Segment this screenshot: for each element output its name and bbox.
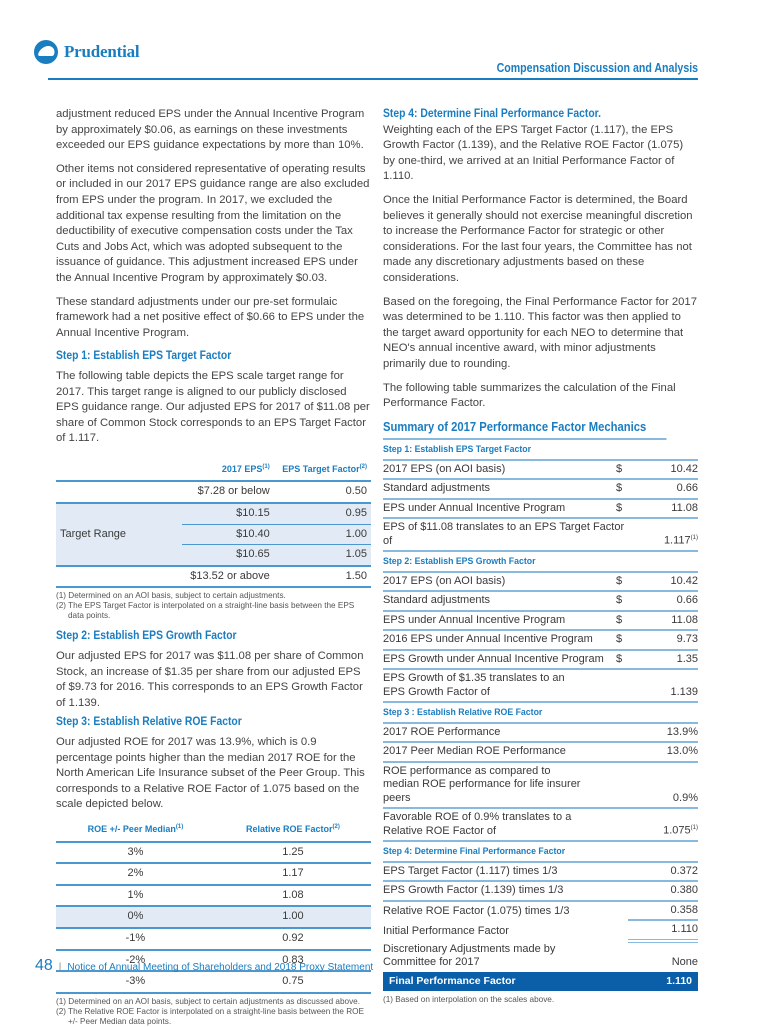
table-section-header <box>383 841 698 862</box>
table-row <box>56 863 371 885</box>
table-cell: Step 4: Determine Final Performance Factor <box>383 841 698 862</box>
table-cell: -3% <box>56 971 215 993</box>
table-cell: 10.42 <box>628 460 698 480</box>
step4-heading: Step 4: Determine Final Performance Factor. <box>383 108 601 120</box>
table-cell: 9.73 <box>628 630 698 650</box>
table-row <box>383 611 698 631</box>
footnote: (2) The EPS Target Factor is interpolated on a straight-line basis between the EPS data points. <box>56 601 355 621</box>
footnote: (1) Determined on an AOI basis, subject to certain adjustments. <box>56 591 286 601</box>
table-row <box>383 808 698 841</box>
paragraph: Weighting each of the EPS Target Factor (1.117), the EPS Growth Factor (1.139), and the Relative ROE Factor (1.075) by one-third, we arrived at an Initial Performance Factor of 1.110. <box>383 123 684 183</box>
col-header-roe: ROE +/- Peer Median$^{(1)}$ <box>87 823 184 834</box>
table-cell: EPS Growth Factor (1.139) times 1/3 <box>383 881 628 901</box>
table-section-header <box>383 702 698 723</box>
table-row <box>383 762 698 809</box>
target-range-label: Target Range <box>56 503 182 566</box>
paragraph: The following table summarizes the calculation of the Final Performance Factor. <box>383 381 676 410</box>
table-cell: 0.358 <box>628 901 698 921</box>
table-row <box>383 901 698 921</box>
table-cell: 0.83 <box>215 950 371 972</box>
paragraph: Our adjusted ROE for 2017 was 13.9%, which is 0.9 percentage points higher than the median 2017 ROE for the North American Life Insurance subset of the Peer Group. This corresponds to a Relative ROE Factor of 1.075 based on the scale depicted below. <box>56 736 365 811</box>
paragraph: The following table depicts the EPS scale target range for 2017. This target range is aligned to our publicly disclosed EPS guidance range. Our adjusted EPS for 2017 of $11.08 per share of Common Stock corresponds to an EPS Target Factor of 1.117. <box>56 369 370 445</box>
table-cell: 11.08 <box>628 499 698 519</box>
table-row <box>383 630 698 650</box>
table-cell: 10.42 <box>628 572 698 592</box>
table-section-header <box>383 551 698 572</box>
table-cell: $ <box>616 650 628 670</box>
table-cell: $10.65 <box>182 545 274 566</box>
table-cell: 1.08 <box>215 885 371 907</box>
table-cell: 1.05 <box>274 545 371 566</box>
table-cell: $ <box>616 460 628 480</box>
table-cell: $7.28 or below <box>197 485 270 498</box>
table-cell: 0.9% <box>628 762 698 809</box>
table-cell: 2% <box>56 863 215 885</box>
table-cell: $ <box>616 499 628 519</box>
final-performance-factor-row <box>383 972 698 992</box>
col-header-factor: EPS Target Factor$^{(2)}$ <box>282 463 367 474</box>
logo-text: Prudential <box>64 42 140 61</box>
table-row <box>383 941 698 972</box>
paragraph: Our adjusted EPS for 2017 was $11.08 per share of Common Stock, an increase of $1.35 per share from our adjusted EPS of $9.73 for 2016. This corresponds to an EPS Growth Factor of 1.139. <box>56 650 364 709</box>
table-cell: 1.139 <box>628 669 698 702</box>
table-cell: 13.0% <box>628 742 698 762</box>
table-cell: EPS under Annual Incentive Program <box>383 499 616 519</box>
table-row <box>383 650 698 670</box>
right-column <box>383 107 698 1005</box>
left-column <box>56 107 374 1027</box>
table-cell: $ <box>616 611 628 631</box>
table-cell: Final Performance Factor <box>383 972 628 992</box>
table-row <box>383 920 698 941</box>
table-cell: 1.50 <box>345 569 367 582</box>
paragraph: Once the Initial Performance Factor is determined, the Board believes it generally should not exercise meaningful discretion to increase the Performance Factor for strategic or other considerations. For the last four years, the Committee has not made any discretionary adjustments based on these considerations. <box>383 193 693 284</box>
table-cell: 1.00 <box>274 524 371 545</box>
table-cell: 2016 EPS under Annual Incentive Program <box>383 630 616 650</box>
table-cell: Step 1: Establish EPS Target Factor <box>383 440 698 460</box>
table-row <box>383 518 698 551</box>
table-cell: -2% <box>56 950 215 972</box>
table-cell: 2017 ROE Performance <box>383 723 628 743</box>
table-cell: 1% <box>56 885 215 907</box>
table-cell: 0.66 <box>628 479 698 499</box>
table-cell: Standard adjustments <box>383 591 616 611</box>
table-cell: 0.75 <box>215 971 371 993</box>
table-cell: $10.15 <box>182 503 274 524</box>
page-header <box>0 0 768 80</box>
rock-logo-icon <box>34 40 58 64</box>
table-cell: 0.372 <box>628 862 698 882</box>
page-footer <box>35 957 373 975</box>
table-cell: 13.9% <box>628 723 698 743</box>
table-cell <box>56 457 182 482</box>
table-cell: 0% <box>56 906 215 928</box>
table-cell: $ <box>616 591 628 611</box>
table-cell: Discretionary Adjustments made by Committee for 2017 <box>383 942 556 969</box>
paragraph: Based on the foregoing, the Final Performance Factor for 2017 was determined to be 1.110. This factor was then applied to the target award opportunity for each NEO to determine that NEO's annual incentive award, with minor adjustments primarily due to rounding. <box>383 295 697 370</box>
table-cell: EPS Target Factor (1.117) times 1/3 <box>383 862 628 882</box>
table-cell: Step 3 : Establish Relative ROE Factor <box>383 702 698 723</box>
table-cell: $13.52 or above <box>190 569 270 582</box>
table-cell: 3% <box>56 842 215 864</box>
table-cell: EPS Growth under Annual Incentive Program <box>383 650 616 670</box>
table-row <box>383 723 698 743</box>
table-row <box>56 842 371 864</box>
table-cell: Favorable ROE of 0.9% translates to a Relative ROE Factor of <box>383 808 628 841</box>
table-cell: Step 2: Establish EPS Growth Factor <box>383 551 698 572</box>
table-cell: $10.40 <box>182 524 274 545</box>
table-row <box>56 457 371 482</box>
table-row <box>383 862 698 882</box>
table-row <box>56 503 371 524</box>
table-cell <box>56 566 182 588</box>
step2-heading: Step 2: Establish EPS Growth Factor <box>56 630 237 643</box>
table-cell: 1.075$^{(1)}$ <box>628 808 698 841</box>
table-cell: 1.00 <box>215 906 371 928</box>
table-cell: EPS Growth of $1.35 translates to an EPS Growth Factor of <box>383 669 628 702</box>
table-row <box>383 572 698 592</box>
paragraph: adjustment reduced EPS under the Annual Incentive Program by approximately $0.06, as earnings on these investments exceeded our EPS guidance expectations by more than 10%. <box>56 108 365 152</box>
header-divider <box>48 78 698 80</box>
table-cell: 1.17 <box>215 863 371 885</box>
table-row <box>56 906 371 928</box>
step3-heading: Step 3: Establish Relative ROE Factor <box>56 716 242 729</box>
table-cell: 1.110 <box>628 920 698 941</box>
footnote: (1) Determined on an AOI basis, subject to certain adjustments as discussed above. <box>56 996 361 1006</box>
table-cell: 2017 Peer Median ROE Performance <box>383 742 628 762</box>
table-cell: 0.380 <box>628 881 698 901</box>
table-row <box>383 479 698 499</box>
footnote: (2) The Relative ROE Factor is interpolated on a straight-line basis between the ROE +/- Peer Median data points. <box>56 1006 364 1026</box>
table-row <box>56 928 371 950</box>
section-title: Compensation Discussion and Analysis <box>496 61 698 75</box>
table-cell: 11.08 <box>628 611 698 631</box>
table-row <box>383 591 698 611</box>
table-cell: EPS under Annual Incentive Program <box>383 611 616 631</box>
table-cell: EPS of $11.08 translates to an EPS Target Factor of <box>383 518 628 551</box>
footer-text: Notice of Annual Meeting of Shareholders and 2018 Proxy Statement <box>67 962 374 973</box>
footnote: (1) Based on interpolation on the scales above. <box>383 995 555 1005</box>
page-number: 48 <box>35 957 53 974</box>
table-cell: None <box>671 956 698 969</box>
performance-factor-summary-table <box>383 440 698 991</box>
footer-separator: | <box>58 962 62 973</box>
step1-heading: Step 1: Establish EPS Target Factor <box>56 350 232 363</box>
col-header-roe-factor: Relative ROE Factor$^{(2)}$ <box>245 823 340 834</box>
table-cell: 1.117$^{(1)}$ <box>628 518 698 551</box>
table-cell: 1.25 <box>215 842 371 864</box>
table-row <box>383 742 698 762</box>
prudential-logo <box>34 40 139 64</box>
table-row <box>56 566 371 588</box>
paragraph: Other items not considered representative of operating results or included in our 2017 EPS guidance range are also excluded from EPS under the program. In 2017, we excluded the additional tax expense resulting from the limitation on the deductibility of executive compensation costs under the Tax Cuts and Jobs Act, which was adopted subsequent to the issuance of guidance. This adjustment increased EPS under the Annual Incentive Program by approximately $0.03. <box>56 162 370 284</box>
table-cell: -1% <box>56 928 215 950</box>
table-row <box>56 481 371 503</box>
table-cell: ROE performance as compared to median ROE performance for life insurer peers <box>383 762 628 809</box>
eps-target-table <box>56 457 371 589</box>
table-row <box>383 669 698 702</box>
table-cell: 0.66 <box>628 591 698 611</box>
table-cell <box>56 481 182 503</box>
table-cell: $ <box>616 479 628 499</box>
table-cell: 1.110 <box>628 972 698 992</box>
table-cell: 0.50 <box>345 485 367 498</box>
table-cell: Initial Performance Factor <box>383 925 509 938</box>
table-cell: Standard adjustments <box>383 479 616 499</box>
col-header-eps: 2017 EPS$^{(1)}$ <box>221 463 270 474</box>
paragraph: These standard adjustments under our pre-set formulaic framework had a net positive effect of $0.66 to EPS under the Annual Incentive Program. <box>56 295 365 339</box>
table-row <box>56 885 371 907</box>
table-row <box>383 460 698 480</box>
table-cell: $ <box>616 572 628 592</box>
table-row <box>383 499 698 519</box>
table-cell: 0.95 <box>274 503 371 524</box>
table-cell: 1.35 <box>628 650 698 670</box>
table-cell: 2017 EPS (on AOI basis) <box>383 572 616 592</box>
table-cell: $ <box>616 630 628 650</box>
summary-title: Summary of 2017 Performance Factor Mechanics <box>383 420 667 441</box>
table-cell: 2017 EPS (on AOI basis) <box>383 460 616 480</box>
table-row <box>56 817 371 842</box>
table-cell: 0.92 <box>215 928 371 950</box>
table-row <box>383 881 698 901</box>
table-section-header <box>383 440 698 460</box>
table-cell: Relative ROE Factor (1.075) times 1/3 <box>383 904 570 917</box>
